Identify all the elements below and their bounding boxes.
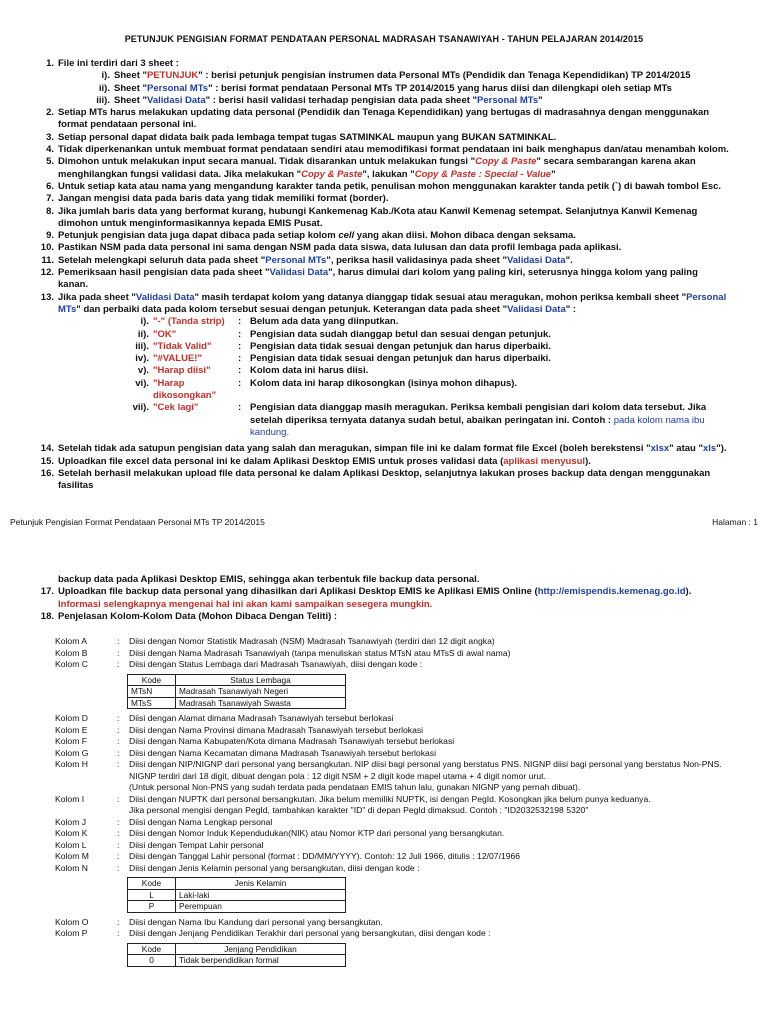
list-item: 13. Jika pada sheet "Validasi Data" masih terdapat kolom yang datanya dianggap tidak sesuai atau meragukan, mohon periksa kembali sheet "Personal MTs" dan perbaiki data pada kolom tersebut sesuai dengan petunjuk. Keterangan data pada sheet "Validasi Data" : xyxy=(40,291,727,315)
table-row: MTsS Madrasah Tsanawiyah Swasta xyxy=(128,697,346,709)
column-row: Kolom L : Diisi dengan Tempat Lahir personal xyxy=(55,839,264,850)
instruction-list xyxy=(40,58,730,492)
table-row: MTsN Madrasah Tsanawiyah Negeri xyxy=(128,686,346,698)
list-item: 16. Setelah berhasil melakukan upload file data personal ke dalam Aplikasi Desktop, selanjutnya lakukan proses backup data dengan menggunakan fasilitas xyxy=(40,467,711,492)
list-item: 1. File ini terdiri dari 3 sheet : xyxy=(46,58,179,69)
validation-legend xyxy=(54,316,730,439)
list-item: Informasi selengkapnya mengenai hal ini akan kami sampaikan sesegera mungkin. xyxy=(58,598,433,610)
list-subitem: iii). Sheet "Validasi Data" : berisi hasil validasi terhadap pengisian data pada sheet "Personal MTs" xyxy=(96,94,543,106)
column-row: Kolom D : Diisi dengan Alamat dimana Madrasah Tsanawiyah tersebut berlokasi xyxy=(55,713,394,723)
list-item: 4. Tidak diperkenankan untuk membuat format pendataan sendiri atau memodifikasi format pendataan ini baik menghapus dan/atau menambah kolom. xyxy=(46,144,729,156)
column-row: Kolom G : Diisi dengan Nama Kecamatan dimana Madrasah Tsanawiyah tersebut berlokasi xyxy=(55,747,436,758)
column-row: Kolom F : Diisi dengan Nama Kabupaten/Kota dimana Madrasah Tsanawiyah tersebut berlokasi xyxy=(55,736,455,746)
continued-list xyxy=(40,574,740,623)
column-row: Kolom E : Diisi dengan Nama Provinsi dimana Madrasah Tsanawiyah tersebut berlokasi xyxy=(55,724,424,735)
table-row: 0 Tidak berpendidikan formal xyxy=(128,955,346,967)
page-separator xyxy=(0,540,768,555)
list-item: 6. Untuk setiap kata atau nama yang mengandung karakter tanda petik, penulisan mohon menggunakan karakter tanda petik (`) di bawah tombol Esc. xyxy=(46,180,722,192)
list-item: 18. Penjelasan Kolom-Kolom Data (Mohon Dibaca Dengan Teliti) : xyxy=(40,610,338,622)
list-item: backup data pada Aplikasi Desktop EMIS, sehingga akan terbentuk file backup data personal. xyxy=(58,574,480,585)
list-subitem: ii). Sheet "Personal MTs" : berisi format pendataan Personal MTs TP 2014/2015 yang harus diisi dan dilengkapi oleh setiap MTs xyxy=(98,82,672,94)
legend-row: vi). "Harap dikosongkan" : Kolom data ini harap dikosongkan (isinya mohon dihapus). xyxy=(135,377,518,402)
emis-link[interactable]: http://emispendis.kemenag.go.id xyxy=(537,586,686,598)
list-item: 5. Dimohon untuk melakukan input secara manual. Tidak disarankan untuk melakukan fungsi "Copy & Paste" secara sembarangan karena akan menghilangkan fungsi validasi data. Jika melakukan "Copy & Paste", lakukan "Copy & Paste : Special - Value" xyxy=(46,156,696,180)
legend-row: i). "-" (Tanda strip) : Belum ada data yang diinputkan. xyxy=(140,316,399,328)
column-row: Kolom O : Diisi dengan Nama Ibu Kandung dari personal yang bersangkutan. xyxy=(55,916,383,927)
column-row: Kolom J : Diisi dengan Nama Lengkap personal xyxy=(55,816,273,827)
column-row: Kolom M : Diisi dengan Tanggal Lahir personal (format : DD/MM/YYYY). Contoh: 12 Juli 1966, ditulis : 12/07/1966 xyxy=(55,851,521,861)
list-item: 11. Setelah melengkapi seluruh data pada sheet "Personal MTs", periksa hasil validasinya pada sheet "Validasi Data". xyxy=(41,254,573,266)
page-number: Halaman : 1 xyxy=(712,517,758,527)
column-row: Kolom H : Diisi dengan NIP/NIGNP dari personal yang bersangkutan. NIP diisi bagi personal yang berstatus PNS. NIGNP diisi bagi personal yang berstatus Non-PNS. NIGNP terdiri dari 18 digit, dibuat dengan pola : 12 digit NSM + 2 digit kode mapel utama + 4 digit nomor urut. (Untuk personal Non-PNS yang sudah terdata pada pendataan EMIS tahun lalu, gunakan NIGNP yang pernah dibuat). xyxy=(55,759,722,792)
footer-title: Petunjuk Pengisian Format Pendataan Personal MTs TP 2014/2015 xyxy=(10,517,265,527)
list-item: 15. Uploadkan file excel data personal ini ke dalam Aplikasi Desktop EMIS untuk proses validasi data (aplikasi menyusul). xyxy=(40,455,591,467)
list-item: 14. Setelah tidak ada satupun pengisian data yang salah dan meragukan, simpan file ini ke dalam format file Excel (boleh berekstensi "xlsx" atau "xls"). xyxy=(40,443,727,455)
table-row: L Laki-laki xyxy=(128,889,346,901)
document-title: PETUNJUK PENGISIAN FORMAT PENDATAAN PERSONAL MADRASAH TSANAWIYAH - TAHUN PELAJARAN 2014/2015 xyxy=(124,34,644,44)
column-row: Kolom B : Diisi dengan Nama Madrasah Tsanawiyah (tanpa menuliskan status MTsN atau MTsS di awal nama) xyxy=(55,647,511,658)
column-row: Kolom N : Diisi dengan Jenis Kelamin personal yang bersangkutan, diisi dengan kode : xyxy=(55,862,420,873)
jenis-kelamin-table: Kode Jenis Kelamin L Laki-laki P Perempuan xyxy=(127,877,346,913)
list-subitem: i). Sheet "PETUNJUK" : berisi petunjuk pengisian instrumen data Personal MTs (Pendidik dan Tenaga Kependidikan) TP 2014/2015 xyxy=(101,70,691,82)
legend-row: iii). "Tidak Valid" : Pengisian data tidak sesuai dengan petunjuk dan harus diperbaiki. xyxy=(135,340,551,352)
list-item: 7. Jangan mengisi data pada baris data yang tidak memiliki format (border). xyxy=(46,193,389,205)
column-row: Kolom K : Diisi dengan Nomor Induk Kependudukan(NIK) atau Nomor KTP dari personal yang bersangkutan. xyxy=(55,828,505,838)
list-item: 3. Setiap personal dapat didata baik pada lembaga tempat tugas SATMINKAL maupun yang BUKAN SATMINKAL. xyxy=(46,131,557,143)
legend-row: ii). "OK" : Pengisian data sudah dianggap betul dan sesuai dengan petunjuk. xyxy=(137,328,551,340)
legend-row: iv). "#VALUE!" : Pengisian data tidak sesuai dengan petunjuk dan harus diperbaiki. xyxy=(135,353,551,365)
column-row: Kolom P : Diisi dengan Jenjang Pendidikan Terakhir dari personal yang bersangkutan, diisi dengan kode : xyxy=(55,928,491,938)
column-explanations xyxy=(55,636,735,971)
column-row: Kolom I : Diisi dengan NUPTK dari personal bersangkutan. Jika belum memiliki NUPTK, isi dengan PegId. Kosongkan jika belum punya keduanya. Jika personal mengisi dengan PegId, tambahkan karakter "ID" di depan PegId dimaksud. Contoh : "ID2032532198 5320" xyxy=(55,793,651,815)
list-item: 8. Jika jumlah baris data yang berformat kurang, hubungi Kankemenag Kab./Kota atau Kanwil Kemenag setempat. Selanjutnya Kanwil Kemenag dimohon untuk menginformasikannya kepada EMIS Pusat. xyxy=(46,205,698,229)
list-item: 17. Uploadkan file backup data personal yang dihasilkan dari Aplikasi Desktop EMIS ke Aplikasi EMIS Online (http://emispendis.kemenag.go.id). xyxy=(40,586,692,598)
table-row: P Perempuan xyxy=(128,901,346,913)
list-item: 12. Pemeriksaan hasil pengisian data pada sheet "Validasi Data", harus dimulai dari kolom yang paling kiri, seterusnya hingga kolom yang paling kanan. xyxy=(40,267,698,291)
column-row: Kolom A : Diisi dengan Nomor Statistik Madrasah (NSM) Madrasah Tsanawiyah (terdiri dari 12 digit angka) xyxy=(55,636,495,646)
jenjang-pendidikan-table: Kode Jenjang Pendidikan 0 Tidak berpendidikan formal xyxy=(127,943,346,967)
list-item: 9. Petunjuk pengisian data juga dapat dibaca pada setiap kolom cell yang akan diisi. Mohon dibaca dengan seksama. xyxy=(46,230,576,242)
page-footer xyxy=(10,517,758,527)
column-row: Kolom C : Diisi dengan Status Lembaga dari Madrasah Tsanawiyah, diisi dengan kode : xyxy=(55,659,423,669)
legend-row: vii). "Cek lagi" : Pengisian data dianggap masih meragukan. Periksa kembali pengisian dari kolom data tersebut. Jika setelah diperiksa ternyata datanya sudah betul, abaikan peringatan ini. Contoh : pada kolom nama ibu kandung. xyxy=(132,402,707,438)
list-item: 10. Pastikan NSM pada data personal ini sama dengan NSM pada data siswa, data lulusan dan data profil lembaga pada aplikasi. xyxy=(40,242,622,254)
list-item: 2. Setiap MTs harus melakukan updating data personal (Pendidik dan Tenaga Kependidikan) yang bertugas di madrasahnya dengan menggunakan format pendataan personal ini. xyxy=(46,107,710,131)
legend-row: v). "Harap diisi" : Kolom data ini harus diisi. xyxy=(137,365,369,377)
status-lembaga-table: Kode Status Lembaga MTsN Madrasah Tsanawiyah Negeri MTsS Madrasah Tsanawiyah Swasta xyxy=(127,674,346,710)
